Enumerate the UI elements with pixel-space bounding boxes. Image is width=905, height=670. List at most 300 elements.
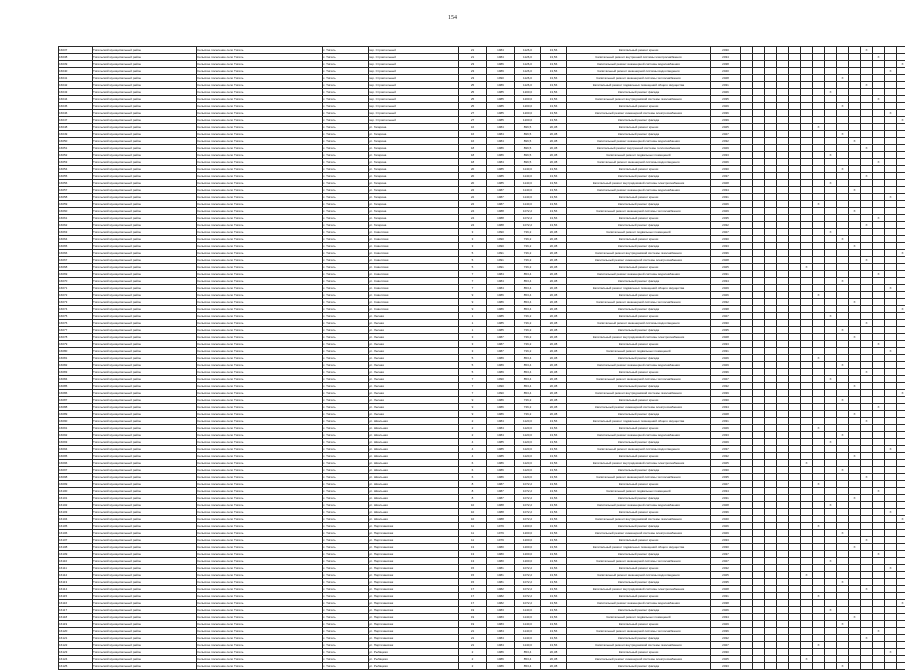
street-cell: ул. Партизанская: [369, 586, 459, 593]
street-cell: ул. Гагарина: [369, 152, 459, 159]
locality-cell: с. Тигиль: [323, 439, 369, 446]
table-row: [59, 271, 905, 278]
house-number-cell: 17: [459, 600, 487, 607]
house-number-cell: 16: [459, 131, 487, 138]
schedule-mark-cell: [873, 208, 885, 215]
schedule-mark-cell: [837, 187, 849, 194]
work-type-cell: Капитальный ремонт крыши: [567, 593, 711, 600]
schedule-mark-cell: [777, 257, 789, 264]
locality-cell: с. Тигиль: [323, 257, 369, 264]
schedule-mark-cell: [873, 544, 885, 551]
schedule-mark-cell: [897, 383, 905, 390]
plan-year-cell: 2033: [711, 243, 741, 250]
schedule-mark-cell: X: [825, 313, 837, 320]
street-cell: ул. Школьная: [369, 481, 459, 488]
organization-cell: Сельское поселение село Тигиль: [197, 96, 323, 103]
schedule-mark-cell: [741, 285, 753, 292]
schedule-mark-cell: [837, 488, 849, 495]
organization-cell: Сельское поселение село Тигиль: [197, 523, 323, 530]
schedule-mark-cell: [825, 334, 837, 341]
schedule-mark-cell: [873, 614, 885, 621]
locality-cell: с. Тигиль: [323, 355, 369, 362]
schedule-mark-cell: X: [849, 453, 861, 460]
schedule-mark-cell: [885, 397, 897, 404]
house-number-cell: 4: [459, 446, 487, 453]
cost-cell: 20,38: [541, 376, 567, 383]
schedule-mark-cell: [741, 257, 753, 264]
locality-cell: с. Тигиль: [323, 103, 369, 110]
locality-cell: с. Тигиль: [323, 166, 369, 173]
area-cell: 853,4: [515, 285, 541, 292]
area-cell: 1120,0: [515, 474, 541, 481]
schedule-mark-cell: [885, 257, 897, 264]
cost-cell: 13,56: [541, 607, 567, 614]
locality-cell: с. Тигиль: [323, 663, 369, 670]
schedule-mark-cell: [789, 292, 801, 299]
schedule-mark-cell: [813, 89, 825, 96]
house-number-cell: 2: [459, 425, 487, 432]
schedule-mark-cell: X: [813, 523, 825, 530]
organization-cell: Сельское поселение село Тигиль: [197, 201, 323, 208]
area-cell: 1120,0: [515, 460, 541, 467]
schedule-mark-cell: [753, 411, 765, 418]
schedule-mark-cell: [849, 355, 861, 362]
house-number-cell: 3: [459, 341, 487, 348]
schedule-mark-cell: [741, 551, 753, 558]
schedule-mark-cell: [873, 369, 885, 376]
schedule-mark-cell: [825, 257, 837, 264]
schedule-mark-cell: [765, 152, 777, 159]
schedule-mark-cell: X: [861, 369, 873, 376]
schedule-mark-cell: [777, 222, 789, 229]
schedule-mark-cell: [897, 215, 905, 222]
schedule-mark-cell: [849, 236, 861, 243]
plan-year-cell: 2027: [711, 131, 741, 138]
schedule-mark-cell: [741, 390, 753, 397]
schedule-mark-cell: [861, 551, 873, 558]
street-cell: ул. Гагарина: [369, 124, 459, 131]
schedule-mark-cell: [873, 243, 885, 250]
schedule-mark-cell: X: [837, 278, 849, 285]
schedule-mark-cell: [753, 47, 765, 54]
schedule-mark-cell: [753, 649, 765, 656]
work-type-cell: Капитальный ремонт фасада: [567, 117, 711, 124]
schedule-mark-cell: [873, 229, 885, 236]
schedule-mark-cell: [885, 390, 897, 397]
schedule-mark-cell: [861, 558, 873, 565]
schedule-mark-cell: [837, 628, 849, 635]
row-id-cell: 16097: [59, 467, 93, 474]
table-row: [59, 502, 905, 509]
schedule-mark-cell: [813, 474, 825, 481]
schedule-mark-cell: [897, 131, 905, 138]
schedule-mark-cell: [825, 110, 837, 117]
schedule-mark-cell: [837, 411, 849, 418]
cost-cell: 13,56: [541, 180, 567, 187]
house-number-cell: 16: [459, 124, 487, 131]
schedule-mark-cell: [849, 173, 861, 180]
schedule-mark-cell: [777, 565, 789, 572]
schedule-mark-cell: [825, 467, 837, 474]
schedule-mark-cell: [789, 558, 801, 565]
schedule-mark-cell: [777, 502, 789, 509]
schedule-mark-cell: [825, 215, 837, 222]
year-cell: 1987: [487, 341, 515, 348]
schedule-mark-cell: [741, 180, 753, 187]
house-number-cell: 21: [459, 54, 487, 61]
schedule-mark-cell: [813, 537, 825, 544]
cost-cell: 13,56: [541, 509, 567, 516]
plan-year-cell: 2034: [711, 614, 741, 621]
schedule-mark-cell: [765, 61, 777, 68]
locality-cell: с. Тигиль: [323, 187, 369, 194]
locality-cell: с. Тигиль: [323, 460, 369, 467]
schedule-mark-cell: [765, 656, 777, 663]
schedule-mark-cell: [741, 404, 753, 411]
organization-cell: Сельское поселение село Тигиль: [197, 390, 323, 397]
schedule-mark-cell: [789, 320, 801, 327]
schedule-mark-cell: [789, 334, 801, 341]
year-cell: 1984: [487, 54, 515, 61]
area-cell: 1200,0: [515, 110, 541, 117]
schedule-mark-cell: [753, 201, 765, 208]
plan-year-cell: 2028: [711, 75, 741, 82]
house-number-cell: 27: [459, 117, 487, 124]
schedule-mark-cell: [777, 194, 789, 201]
organization-cell: Сельское поселение село Тигиль: [197, 68, 323, 75]
schedule-mark-cell: [849, 593, 861, 600]
schedule-mark-cell: [885, 229, 897, 236]
schedule-mark-cell: [765, 278, 777, 285]
street-cell: ул. Советская: [369, 306, 459, 313]
schedule-mark-cell: [873, 572, 885, 579]
work-type-cell: Капитальный ремонт инженерной системы теплоснабжения: [567, 208, 711, 215]
schedule-mark-cell: [873, 61, 885, 68]
table-row: [59, 348, 905, 355]
district-cell: Тигильский муниципальный район: [93, 600, 197, 607]
schedule-mark-cell: [789, 537, 801, 544]
schedule-mark-cell: X: [849, 411, 861, 418]
organization-cell: Сельское поселение село Тигиль: [197, 635, 323, 642]
plan-year-cell: 2035: [711, 579, 741, 586]
schedule-mark-cell: [825, 453, 837, 460]
schedule-mark-cell: [825, 173, 837, 180]
schedule-mark-cell: [825, 82, 837, 89]
schedule-mark-cell: [801, 474, 813, 481]
work-type-cell: Капитальный ремонт крыши: [567, 621, 711, 628]
schedule-mark-cell: [753, 215, 765, 222]
street-cell: ул. Лесная: [369, 341, 459, 348]
house-number-cell: 7: [459, 383, 487, 390]
schedule-mark-cell: [861, 383, 873, 390]
schedule-mark-cell: [825, 544, 837, 551]
schedule-mark-cell: [837, 117, 849, 124]
street-cell: ул. Партизанская: [369, 572, 459, 579]
schedule-mark-cell: [753, 432, 765, 439]
schedule-mark-cell: [849, 621, 861, 628]
house-number-cell: 3: [459, 334, 487, 341]
schedule-mark-cell: [849, 222, 861, 229]
schedule-mark-cell: X: [849, 187, 861, 194]
house-number-cell: 10: [459, 502, 487, 509]
work-type-cell: Капитальный ремонт фасада: [567, 306, 711, 313]
plan-year-cell: 2027: [711, 229, 741, 236]
schedule-mark-cell: [837, 404, 849, 411]
schedule-mark-cell: X: [813, 201, 825, 208]
street-cell: ул. Гагарина: [369, 208, 459, 215]
schedule-mark-cell: [837, 551, 849, 558]
work-type-cell: Капитальный ремонт крыши: [567, 425, 711, 432]
organization-cell: Сельское поселение село Тигиль: [197, 292, 323, 299]
schedule-mark-cell: X: [873, 628, 885, 635]
plan-year-cell: 2033: [711, 537, 741, 544]
schedule-mark-cell: [897, 187, 905, 194]
organization-cell: Сельское поселение село Тигиль: [197, 54, 323, 61]
locality-cell: с. Тигиль: [323, 61, 369, 68]
cost-cell: 20,38: [541, 411, 567, 418]
row-id-cell: 16044: [59, 96, 93, 103]
schedule-mark-cell: [777, 404, 789, 411]
plan-year-cell: 2025: [711, 656, 741, 663]
schedule-mark-cell: [837, 271, 849, 278]
schedule-mark-cell: [801, 152, 813, 159]
cost-cell: 13,56: [541, 96, 567, 103]
locality-cell: с. Тигиль: [323, 586, 369, 593]
schedule-mark-cell: [777, 460, 789, 467]
year-cell: 1986: [487, 467, 515, 474]
schedule-mark-cell: [777, 264, 789, 271]
schedule-mark-cell: [861, 110, 873, 117]
schedule-mark-cell: [861, 131, 873, 138]
schedule-mark-cell: [861, 621, 873, 628]
area-cell: 736,2: [515, 320, 541, 327]
schedule-mark-cell: X: [873, 215, 885, 222]
schedule-mark-cell: [801, 229, 813, 236]
schedule-mark-cell: [753, 145, 765, 152]
row-id-cell: 16123: [59, 649, 93, 656]
plan-year-cell: 2036: [711, 509, 741, 516]
schedule-mark-cell: [813, 586, 825, 593]
schedule-mark-cell: [873, 250, 885, 257]
cost-cell: 20,38: [541, 257, 567, 264]
area-cell: 896,5: [515, 152, 541, 159]
schedule-mark-cell: [885, 432, 897, 439]
district-cell: Тигильский муниципальный район: [93, 124, 197, 131]
locality-cell: с. Тигиль: [323, 222, 369, 229]
locality-cell: с. Тигиль: [323, 341, 369, 348]
schedule-mark-cell: [801, 194, 813, 201]
schedule-mark-cell: [741, 68, 753, 75]
table-row: [59, 600, 905, 607]
row-id-cell: 16047: [59, 117, 93, 124]
row-id-cell: 16071: [59, 285, 93, 292]
schedule-mark-cell: [813, 117, 825, 124]
row-id-cell: 16101: [59, 495, 93, 502]
street-cell: ул. Партизанская: [369, 530, 459, 537]
cost-cell: 20,38: [541, 229, 567, 236]
table-row: [59, 558, 905, 565]
cost-cell: 13,56: [541, 460, 567, 467]
cost-cell: 13,56: [541, 614, 567, 621]
schedule-mark-cell: [885, 187, 897, 194]
schedule-mark-cell: [765, 614, 777, 621]
schedule-mark-cell: [873, 607, 885, 614]
cost-cell: 13,56: [541, 446, 567, 453]
schedule-mark-cell: [897, 292, 905, 299]
schedule-mark-cell: [777, 215, 789, 222]
schedule-mark-cell: [789, 229, 801, 236]
schedule-mark-cell: [813, 530, 825, 537]
plan-year-cell: 2030: [711, 467, 741, 474]
schedule-mark-cell: [801, 320, 813, 327]
schedule-mark-cell: [813, 187, 825, 194]
row-id-cell: 16111: [59, 565, 93, 572]
schedule-mark-cell: [897, 488, 905, 495]
schedule-mark-cell: [741, 467, 753, 474]
schedule-mark-cell: [777, 425, 789, 432]
schedule-mark-cell: [765, 537, 777, 544]
schedule-mark-cell: [849, 439, 861, 446]
schedule-mark-cell: [897, 481, 905, 488]
locality-cell: с. Тигиль: [323, 467, 369, 474]
organization-cell: Сельское поселение село Тигиль: [197, 558, 323, 565]
plan-year-cell: 2027: [711, 481, 741, 488]
cost-cell: 13,56: [541, 418, 567, 425]
district-cell: Тигильский муниципальный район: [93, 173, 197, 180]
schedule-mark-cell: [849, 47, 861, 54]
schedule-mark-cell: [861, 642, 873, 649]
schedule-mark-cell: [837, 82, 849, 89]
row-id-cell: 16086: [59, 390, 93, 397]
house-number-cell: 6: [459, 467, 487, 474]
schedule-mark-cell: [885, 145, 897, 152]
street-cell: ул. Школьная: [369, 439, 459, 446]
schedule-mark-cell: [897, 446, 905, 453]
locality-cell: с. Тигиль: [323, 390, 369, 397]
cost-cell: 13,56: [541, 201, 567, 208]
table-row: [59, 89, 905, 96]
row-id-cell: 16088: [59, 404, 93, 411]
locality-cell: с. Тигиль: [323, 593, 369, 600]
organization-cell: Сельское поселение село Тигиль: [197, 425, 323, 432]
year-cell: 1985: [487, 453, 515, 460]
district-cell: Тигильский муниципальный район: [93, 306, 197, 313]
schedule-mark-cell: [873, 523, 885, 530]
schedule-mark-cell: [813, 110, 825, 117]
street-cell: ул. Партизанская: [369, 642, 459, 649]
schedule-mark-cell: [801, 82, 813, 89]
year-cell: 1985: [487, 327, 515, 334]
schedule-mark-cell: [849, 376, 861, 383]
house-number-cell: 5: [459, 257, 487, 264]
year-cell: 1986: [487, 306, 515, 313]
schedule-mark-cell: [801, 145, 813, 152]
schedule-mark-cell: [765, 642, 777, 649]
table-row: [59, 334, 905, 341]
schedule-mark-cell: [813, 222, 825, 229]
schedule-mark-cell: [741, 229, 753, 236]
district-cell: Тигильский муниципальный район: [93, 243, 197, 250]
work-type-cell: Капитальный ремонт внутренней системы электроснабжения: [567, 54, 711, 61]
work-type-cell: Капитальный ремонт подвальных помещений: [567, 152, 711, 159]
schedule-mark-cell: [753, 502, 765, 509]
plan-year-cell: 2032: [711, 138, 741, 145]
schedule-mark-cell: [849, 215, 861, 222]
table-row: [59, 565, 905, 572]
schedule-mark-cell: [789, 271, 801, 278]
area-cell: 853,4: [515, 355, 541, 362]
schedule-mark-cell: [741, 502, 753, 509]
year-cell: 1980: [487, 558, 515, 565]
schedule-mark-cell: [897, 201, 905, 208]
schedule-mark-cell: [753, 110, 765, 117]
locality-cell: с. Тигиль: [323, 173, 369, 180]
table-row: [59, 397, 905, 404]
table-row: [59, 425, 905, 432]
schedule-mark-cell: [825, 47, 837, 54]
schedule-mark-cell: [849, 418, 861, 425]
schedule-mark-cell: [825, 523, 837, 530]
schedule-mark-cell: [789, 131, 801, 138]
year-cell: 1990: [487, 229, 515, 236]
area-cell: 736,2: [515, 411, 541, 418]
schedule-mark-cell: [825, 621, 837, 628]
schedule-mark-cell: [825, 271, 837, 278]
area-cell: 736,2: [515, 236, 541, 243]
schedule-mark-cell: [789, 54, 801, 61]
schedule-mark-cell: [801, 397, 813, 404]
organization-cell: Сельское поселение село Тигиль: [197, 649, 323, 656]
schedule-mark-cell: [789, 593, 801, 600]
schedule-mark-cell: [741, 656, 753, 663]
row-id-cell: 16057: [59, 187, 93, 194]
schedule-mark-cell: [765, 194, 777, 201]
schedule-mark-cell: [813, 138, 825, 145]
house-number-cell: 13: [459, 558, 487, 565]
schedule-mark-cell: [813, 376, 825, 383]
plan-year-cell: 2026: [711, 355, 741, 362]
house-number-cell: 19: [459, 607, 487, 614]
house-number-cell: 10: [459, 516, 487, 523]
organization-cell: Сельское поселение село Тигиль: [197, 488, 323, 495]
schedule-mark-cell: [813, 656, 825, 663]
schedule-mark-cell: [897, 103, 905, 110]
row-id-cell: 16109: [59, 551, 93, 558]
schedule-mark-cell: [849, 229, 861, 236]
plan-year-cell: 2029: [711, 439, 741, 446]
plan-year-cell: 2029: [711, 103, 741, 110]
schedule-mark-cell: [885, 152, 897, 159]
table-row: [59, 292, 905, 299]
schedule-mark-cell: [885, 117, 897, 124]
district-cell: Тигильский муниципальный район: [93, 264, 197, 271]
cost-cell: 20,38: [541, 649, 567, 656]
house-number-cell: 6: [459, 474, 487, 481]
work-type-cell: Капитальный ремонт крыши: [567, 537, 711, 544]
house-number-cell: 9: [459, 292, 487, 299]
cost-cell: 20,38: [541, 348, 567, 355]
cost-cell: 13,56: [541, 47, 567, 54]
schedule-mark-cell: [837, 152, 849, 159]
schedule-mark-cell: [801, 488, 813, 495]
schedule-mark-cell: [765, 271, 777, 278]
work-type-cell: Капитальный ремонт крыши: [567, 166, 711, 173]
schedule-mark-cell: [801, 376, 813, 383]
schedule-mark-cell: [741, 313, 753, 320]
schedule-mark-cell: [897, 348, 905, 355]
work-type-cell: Капитальный ремонт фасада: [567, 173, 711, 180]
schedule-mark-cell: [861, 341, 873, 348]
